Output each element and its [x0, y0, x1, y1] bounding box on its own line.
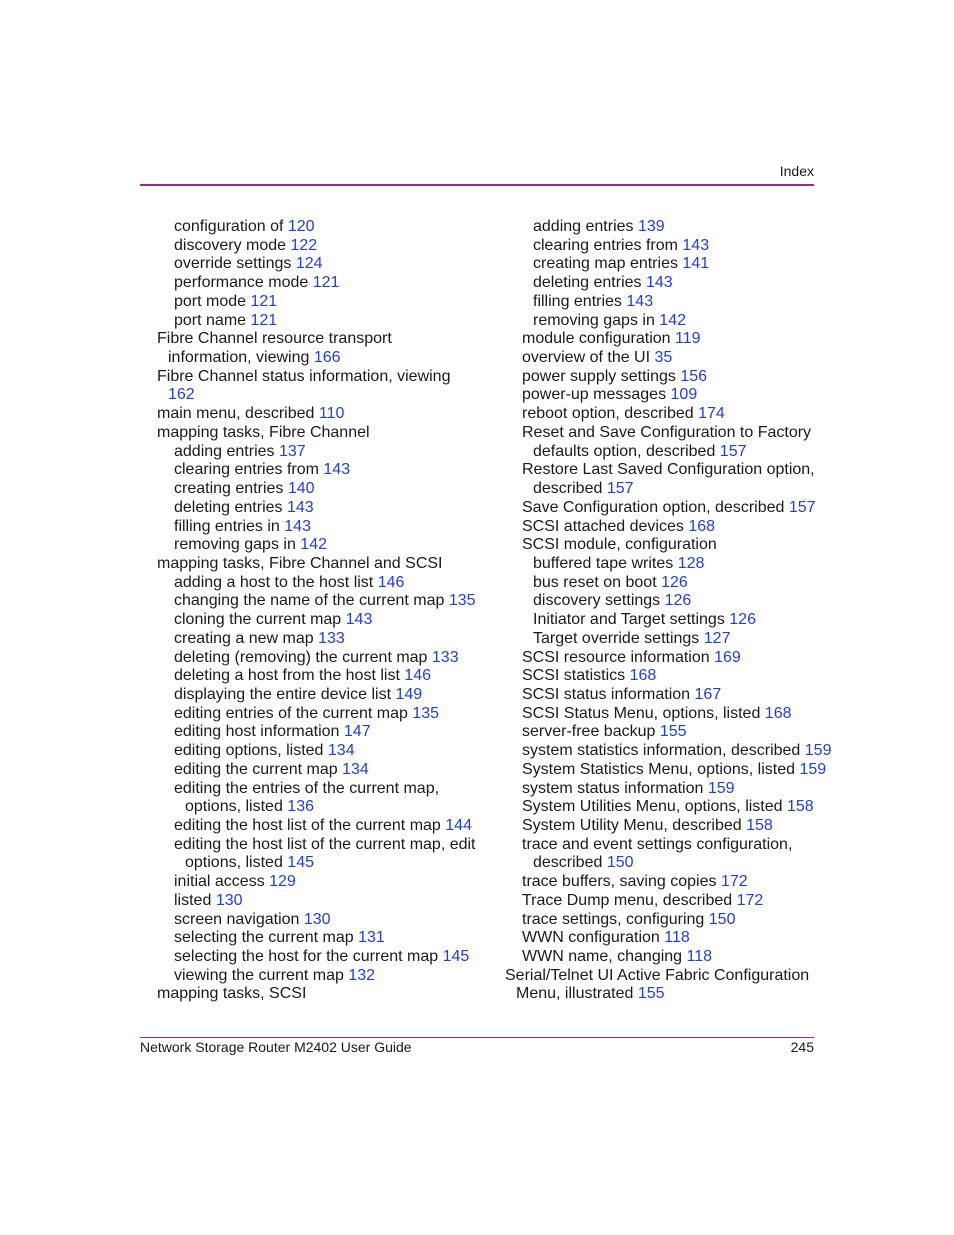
index-page-link[interactable]: 150: [708, 910, 736, 928]
index-entry-term: deleting entries: [174, 498, 283, 516]
index-entry: [505, 985, 825, 1004]
index-entry: [157, 723, 477, 742]
index-entry-term: listed: [174, 891, 212, 909]
index-entry-term: editing options, listed: [174, 742, 324, 760]
index-entry-term: creating map entries: [533, 255, 678, 273]
index-page-link[interactable]: 109: [670, 386, 698, 404]
index-page-link[interactable]: 141: [682, 255, 710, 273]
index-entry: [157, 443, 477, 462]
index-page-link[interactable]: 143: [284, 517, 311, 535]
index-page-link[interactable]: 134: [327, 742, 355, 760]
index-entry: [505, 798, 825, 817]
index-page-link[interactable]: 135: [448, 592, 476, 610]
index-page-link[interactable]: 126: [661, 573, 688, 591]
index-page-link[interactable]: 118: [664, 929, 690, 947]
index-entry: [157, 424, 477, 443]
index-entry-term: removing gaps in: [174, 536, 296, 554]
index-entry: [505, 237, 825, 256]
index-entry-term: adding a host to the host list: [174, 573, 374, 591]
index-page-link[interactable]: 126: [729, 611, 756, 629]
index-entry-term: system statistics information, described: [522, 742, 801, 760]
index-entry-term: trace buffers, saving copies: [522, 873, 717, 891]
index-entry: [505, 780, 825, 799]
index-page-link[interactable]: 130: [215, 891, 243, 909]
index-page-link[interactable]: 144: [445, 817, 472, 834]
index-entry: [505, 349, 825, 368]
index-page-link[interactable]: 168: [629, 667, 657, 685]
index-entry: [157, 461, 477, 480]
index-page-link[interactable]: 127: [703, 629, 731, 647]
index-entry-term: initial access: [174, 873, 265, 891]
index-entry-term: displaying the entire device list: [174, 685, 392, 703]
index-entry-term: editing host information: [174, 723, 340, 741]
index-page-link[interactable]: 118: [686, 948, 713, 966]
index-page-link[interactable]: 146: [377, 573, 405, 591]
index-entry-term: information, viewing: [168, 349, 310, 367]
index-page-link[interactable]: 128: [677, 554, 705, 572]
index-entry-term: port mode: [174, 292, 247, 310]
index-page-link[interactable]: 143: [345, 611, 373, 629]
index-page-link[interactable]: 140: [287, 480, 315, 498]
index-entry: [157, 555, 477, 574]
index-entry: [505, 873, 825, 892]
index-page-link[interactable]: 131: [358, 929, 385, 947]
index-page-link[interactable]: 143: [682, 236, 710, 254]
index-entry: [157, 686, 477, 705]
index-entry-term: clearing entries from: [533, 236, 678, 254]
index-column-left: [157, 218, 477, 1004]
index-entry: [157, 649, 477, 668]
index-entry-term: editing the current map: [174, 760, 338, 778]
index-page-link[interactable]: 129: [269, 873, 296, 891]
index-entry-term: main menu, described: [157, 405, 315, 423]
page-number: 245: [790, 1039, 814, 1055]
index-entry: [157, 630, 477, 649]
index-entry-term: selecting the host for the current map: [174, 948, 439, 966]
index-entry-term: filling entries: [533, 292, 622, 310]
index-entry: [505, 761, 825, 780]
index-entry: [157, 218, 477, 237]
index-entry: [505, 218, 825, 237]
index-entry: [157, 742, 477, 761]
index-entry-term: options, listed: [185, 798, 283, 816]
index-entry: [505, 667, 825, 686]
index-page-link[interactable]: 35: [654, 349, 673, 367]
index-entry-term: SCSI resource information: [522, 648, 710, 666]
index-entry-term: adding entries: [174, 442, 275, 460]
index-entry: [505, 293, 825, 312]
index-entry: [505, 686, 825, 705]
index-page-link[interactable]: 168: [688, 517, 716, 535]
index-page-link[interactable]: 174: [698, 405, 725, 423]
index-entry: [157, 293, 477, 312]
index-page-link[interactable]: 133: [431, 648, 459, 666]
index-entry: [505, 574, 825, 593]
header-rule: [140, 184, 814, 186]
index-page-link[interactable]: 143: [626, 292, 654, 310]
index-entry: [505, 705, 825, 724]
index-entry: [505, 892, 825, 911]
index-entry: [157, 985, 477, 1004]
index-page-link[interactable]: 158: [787, 798, 814, 816]
index-entry-term: editing the host list of the current map: [174, 817, 441, 834]
index-entry: [157, 854, 477, 873]
index-entry-term: clearing entries from: [174, 461, 319, 479]
index-entry-term: trace and event settings configuration,: [522, 835, 793, 853]
index-entry: [157, 237, 477, 256]
index-entry-term: changing the name of the current map: [174, 592, 445, 610]
index-entry: [505, 723, 825, 742]
index-page-link[interactable]: 142: [300, 536, 327, 554]
index-entry: [157, 761, 477, 780]
index-entry-term: power supply settings: [522, 367, 676, 385]
index-entry: [157, 255, 477, 274]
index-entry-term: Initiator and Target settings: [533, 611, 725, 629]
index-entry: [157, 611, 477, 630]
index-entry: [505, 518, 825, 537]
index-entry-term: editing the host list of the current map, edit: [174, 835, 476, 853]
index-entry: [157, 911, 477, 930]
index-entry: [505, 499, 825, 518]
index-entry: [505, 330, 825, 349]
index-page-link[interactable]: 157: [719, 442, 747, 460]
index-entry: [505, 424, 825, 443]
index-entry: [505, 536, 825, 555]
index-page-link[interactable]: 157: [788, 498, 816, 516]
index-page-link[interactable]: 150: [606, 854, 634, 872]
index-entry-term: removing gaps in: [533, 311, 655, 329]
footer-title: Network Storage Router M2402 User Guide: [140, 1039, 412, 1055]
index-column-right: [505, 218, 832, 1004]
index-page-link[interactable]: 159: [707, 779, 735, 797]
index-entry-term: creating a new map: [174, 629, 314, 647]
index-page-link[interactable]: 122: [290, 236, 318, 254]
index-page-link[interactable]: 139: [637, 218, 665, 235]
index-entry: [505, 967, 825, 986]
index-entry: [157, 405, 477, 424]
index-entry-term: port name: [174, 311, 247, 329]
index-entry-term: buffered tape writes: [533, 554, 674, 572]
index-entry-term: described: [533, 854, 603, 872]
index-entry: [157, 349, 477, 368]
index-entry: [157, 330, 477, 349]
index-entry-term: editing the entries of the current map,: [174, 779, 440, 797]
index-entry-term: Target override settings: [533, 629, 700, 647]
index-entry: [505, 274, 825, 293]
index-entry-term: adding entries: [533, 218, 634, 235]
index-page-link[interactable]: 157: [606, 480, 634, 498]
index-entry: [505, 312, 825, 331]
index-entry: [157, 518, 477, 537]
index-entry: [505, 649, 825, 668]
index-entry-term: mapping tasks, Fibre Channel and SCSI: [157, 554, 443, 572]
index-entry-term: defaults option, described: [533, 442, 716, 460]
index-entry-term: Menu, illustrated: [516, 985, 634, 1003]
index-entry-term: reboot option, described: [522, 405, 694, 423]
index-page-link[interactable]: 155: [659, 723, 687, 741]
index-page-link[interactable]: 158: [746, 817, 773, 834]
index-page-link[interactable]: 110: [318, 405, 345, 423]
index-page-link[interactable]: 130: [303, 910, 331, 928]
index-entry: [157, 536, 477, 555]
index-entry: [505, 948, 825, 967]
index-page-link[interactable]: 166: [313, 349, 341, 367]
index-page-link[interactable]: 168: [764, 704, 792, 722]
index-entry-term: System Statistics Menu, options, listed: [522, 760, 795, 778]
index-entry-term: discovery mode: [174, 236, 287, 254]
index-entry-term: system status information: [522, 779, 704, 797]
index-page-link[interactable]: 143: [323, 461, 351, 479]
index-entry: [505, 611, 825, 630]
index-entry: [505, 836, 825, 855]
index-entry-term: Save Configuration option, described: [522, 498, 785, 516]
index-page-link[interactable]: 121: [250, 311, 278, 329]
index-page-link[interactable]: 159: [804, 742, 832, 760]
index-entry-term: filling entries in: [174, 517, 280, 535]
index-page-link[interactable]: 172: [736, 891, 764, 909]
index-entry: [157, 274, 477, 293]
index-entry: [157, 592, 477, 611]
index-entry-term: discovery settings: [533, 592, 661, 610]
index-entry-term: override settings: [174, 255, 292, 273]
index-page-link[interactable]: 169: [714, 648, 741, 666]
index-entry-term: Fibre Channel status information, viewing: [157, 367, 451, 385]
index-entry-term: mapping tasks, SCSI: [157, 985, 307, 1003]
index-page-link[interactable]: 143: [286, 498, 314, 516]
index-entry-term: deleting (removing) the current map: [174, 648, 428, 666]
index-page-link[interactable]: 149: [395, 685, 423, 703]
index-entry-term: Reset and Save Configuration to Factory: [522, 423, 812, 441]
index-entry: [157, 836, 477, 855]
index-entry-term: Restore Last Saved Configuration option,: [522, 461, 815, 479]
index-entry-term: SCSI status information: [522, 685, 691, 703]
index-page-link[interactable]: 136: [287, 798, 314, 816]
index-entry: [157, 574, 477, 593]
index-entry-term: deleting entries: [533, 274, 642, 292]
index-page-link[interactable]: 159: [799, 760, 827, 778]
index-entry: [157, 667, 477, 686]
index-page-link[interactable]: 146: [404, 667, 432, 685]
index-entry: [157, 798, 477, 817]
index-entry: [157, 948, 477, 967]
index-entry-term: SCSI attached devices: [522, 517, 684, 535]
index-entry: [505, 386, 825, 405]
index-entry-term: described: [533, 480, 603, 498]
index-entry: [505, 480, 825, 499]
index-page-link[interactable]: 155: [637, 985, 665, 1003]
index-entry: [505, 854, 825, 873]
index-entry-term: creating entries: [174, 480, 284, 498]
index-entry: [157, 386, 477, 405]
index-entry-term: configuration of: [174, 218, 284, 235]
index-page-link[interactable]: 156: [680, 367, 708, 385]
index-entry: [505, 630, 825, 649]
index-page-link[interactable]: 126: [664, 592, 692, 610]
index-entry-term: screen navigation: [174, 910, 300, 928]
index-entry-term: mapping tasks, Fibre Channel: [157, 423, 370, 441]
index-page-link[interactable]: 133: [318, 629, 345, 647]
index-entry-term: overview of the UI: [522, 349, 651, 367]
index-page-link[interactable]: 147: [343, 723, 371, 741]
index-entry: [505, 255, 825, 274]
index-page-link[interactable]: 172: [720, 873, 748, 891]
index-page-link[interactable]: 121: [312, 274, 340, 292]
index-entry-term: bus reset on boot: [533, 573, 657, 591]
index-entry: [157, 892, 477, 911]
index-entry-term: Serial/Telnet UI Active Fabric Configuration: [505, 966, 810, 984]
index-entry: [157, 817, 477, 836]
index-entry-term: WWN name, changing: [522, 948, 683, 966]
index-page-link[interactable]: 162: [168, 386, 195, 404]
index-entry: [157, 705, 477, 724]
index-entry: [505, 555, 825, 574]
index-entry-term: System Utilities Menu, options, listed: [522, 798, 783, 816]
index-entry-term: WWN configuration: [522, 929, 660, 947]
index-page-link[interactable]: 120: [287, 218, 315, 235]
footer-rule: [140, 1037, 814, 1038]
index-entry-term: performance mode: [174, 274, 309, 292]
index-entry-term: cloning the current map: [174, 611, 342, 629]
index-entry: [505, 817, 825, 836]
index-entry: [157, 499, 477, 518]
index-entry-term: server-free backup: [522, 723, 656, 741]
index-page-link[interactable]: 137: [278, 442, 306, 460]
running-header: Index: [779, 163, 814, 179]
index-page-link[interactable]: 134: [342, 760, 369, 778]
index-entry-term: System Utility Menu, described: [522, 817, 742, 834]
index-entry-term: trace settings, configuring: [522, 910, 705, 928]
index-entry-term: SCSI module, configuration: [522, 536, 717, 554]
index-page-link[interactable]: 135: [412, 704, 440, 722]
index-entry: [505, 592, 825, 611]
index-page-link[interactable]: 119: [675, 330, 701, 348]
index-entry: [505, 368, 825, 387]
index-page-link[interactable]: 121: [250, 292, 278, 310]
index-entry: [505, 443, 825, 462]
index-entry: [157, 967, 477, 986]
index-entry: [157, 312, 477, 331]
index-entry: [505, 461, 825, 480]
index-page-link[interactable]: 145: [287, 854, 314, 872]
index-page-link[interactable]: 124: [295, 255, 323, 273]
index-entry-term: Fibre Channel resource transport: [157, 330, 392, 348]
index-page-link[interactable]: 132: [348, 966, 376, 984]
index-entry: [157, 929, 477, 948]
index-entry: [505, 405, 825, 424]
index-entry: [157, 368, 477, 387]
index-page-link[interactable]: 167: [694, 685, 722, 703]
index-entry-term: module configuration: [522, 330, 671, 348]
index-entry-term: viewing the current map: [174, 966, 344, 984]
index-page-link[interactable]: 143: [645, 274, 673, 292]
index-page-link[interactable]: 145: [442, 948, 470, 966]
index-entry: [505, 929, 825, 948]
index-entry: [157, 873, 477, 892]
index-entry: [157, 480, 477, 499]
index-entry-term: SCSI statistics: [522, 667, 626, 685]
index-entry-term: power-up messages: [522, 386, 667, 404]
index-page-link[interactable]: 142: [659, 311, 686, 329]
index-entry-term: deleting a host from the host list: [174, 667, 400, 685]
index-entry-term: Trace Dump menu, described: [522, 891, 733, 909]
index-entry-term: selecting the current map: [174, 929, 354, 947]
index-entry: [505, 742, 832, 761]
index-entry-term: SCSI Status Menu, options, listed: [522, 704, 761, 722]
index-entry: [505, 911, 825, 930]
index-entry-term: options, listed: [185, 854, 283, 872]
index-entry-term: editing entries of the current map: [174, 704, 408, 722]
index-entry: [157, 780, 477, 799]
